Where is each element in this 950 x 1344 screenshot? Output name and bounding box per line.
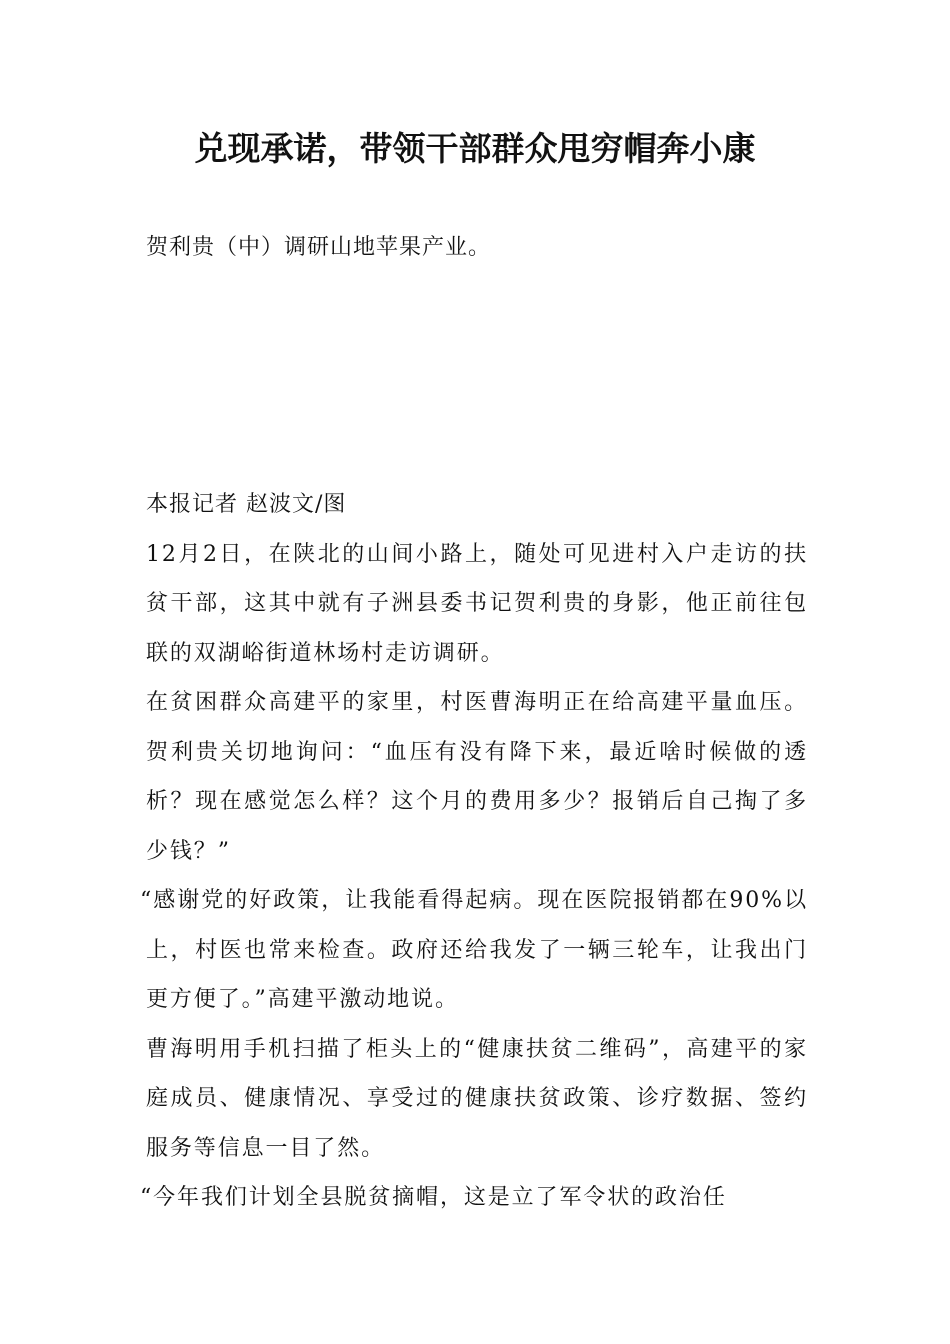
paragraph: “今年我们计划全县脱贫摘帽，这是立了军令状的政治任 xyxy=(140,1185,727,1210)
photo-caption: 贺利贵（中）调研山地苹果产业。 xyxy=(146,235,492,260)
byline: 本报记者 赵波文/图 xyxy=(146,492,347,517)
article-body xyxy=(140,480,808,1223)
paragraph: “感谢党的好政策，让我能看得起病。现在医院报销都在90%以上，村医也常来检查。政府还给我发了一辆三轮车，让我出门更方便了。”高建平激动地说。 xyxy=(140,888,808,1012)
article-title: 兑现承诺，带领干部群众甩穷帽奔小康 xyxy=(194,129,756,168)
paragraph: 在贫困群众高建平的家里，村医曹海明正在给高建平量血压。贺利贵关切地询问：“血压有没有降下来，最近啥时候做的透析？现在感觉怎么样？这个月的费用多少？报销后自己掏了多少钱？” xyxy=(146,690,808,864)
paragraph: 12月2日，在陕北的山间小路上，随处可见进村入户走访的扶贫干部，这其中就有子洲县委书记贺利贵的身影，他正前往包联的双湖峪街道林场村走访调研。 xyxy=(146,541,808,666)
paragraph: 曹海明用手机扫描了柜头上的“健康扶贫二维码”，高建平的家庭成员、健康情况、享受过的健康扶贫政策、诊疗数据、签约服务等信息一目了然。 xyxy=(146,1036,808,1161)
